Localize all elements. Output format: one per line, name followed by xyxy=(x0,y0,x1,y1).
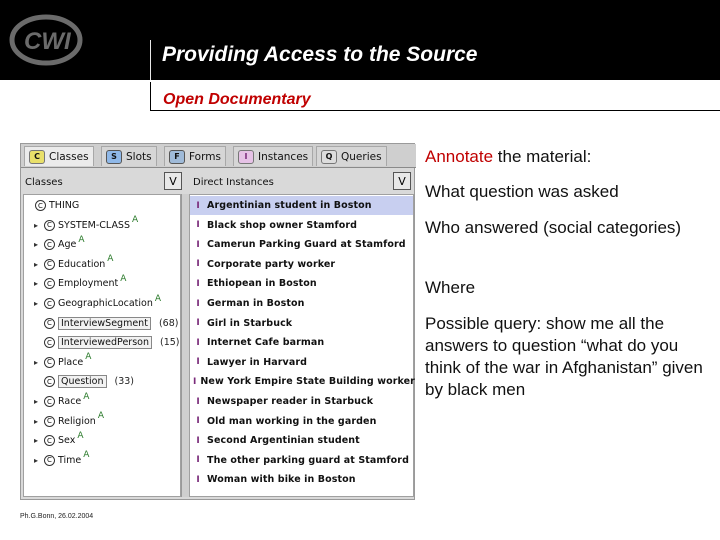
tab-label: Instances xyxy=(258,150,309,163)
abstract-flag: A xyxy=(107,254,114,265)
instance-row[interactable] xyxy=(190,353,413,372)
instance-label: Newspaper reader in Starbuck xyxy=(207,396,374,407)
abstract-flag: A xyxy=(77,430,84,441)
instance-icon: I xyxy=(196,220,200,231)
instance-icon: I xyxy=(196,278,200,289)
annotate-heading xyxy=(425,146,715,168)
expand-arrow-icon[interactable]: ▸ xyxy=(34,259,39,269)
instance-label: Lawyer in Harvard xyxy=(207,356,308,368)
class-label: THING xyxy=(49,200,80,211)
instance-icon: I xyxy=(196,416,200,427)
instance-row[interactable] xyxy=(190,431,413,450)
expand-arrow-icon[interactable]: ▸ xyxy=(34,240,39,250)
tab-label: Queries xyxy=(341,150,382,163)
class-label: GeographicLocation xyxy=(58,298,153,309)
footer-credit: Ph.G.Bonn, 26.02.2004 xyxy=(20,513,94,520)
expand-arrow-icon[interactable]: ▸ xyxy=(34,220,39,230)
abstract-flag: A xyxy=(78,234,85,245)
page-subtitle: Open Documentary xyxy=(163,91,311,108)
expand-arrow-icon[interactable]: ▸ xyxy=(34,436,39,446)
class-icon: C xyxy=(35,200,46,211)
instance-row[interactable] xyxy=(190,216,413,235)
classes-tab-icon: C xyxy=(29,150,45,164)
title-divider xyxy=(150,40,151,80)
class-icon: C xyxy=(44,239,55,250)
abstract-flag: A xyxy=(85,352,92,363)
expand-arrow-icon[interactable]: ▸ xyxy=(34,455,39,465)
tab-label: Slots xyxy=(126,150,152,163)
class-label: Question xyxy=(58,375,107,388)
instance-row[interactable] xyxy=(190,235,413,254)
instance-row[interactable] xyxy=(190,451,413,470)
subtitle-divider xyxy=(150,82,151,110)
forms-tab-icon: F xyxy=(169,150,185,164)
abstract-flag: A xyxy=(154,293,162,304)
tab-classes[interactable] xyxy=(24,146,94,166)
instance-icon: I xyxy=(196,455,200,466)
tab-slots[interactable] xyxy=(101,146,157,166)
slots-tab-icon: S xyxy=(106,150,122,164)
cwi-logo-icon xyxy=(8,14,84,66)
instance-count: (33) xyxy=(114,376,135,388)
abstract-flag: A xyxy=(120,273,127,284)
note-question: What question was asked xyxy=(425,182,619,201)
class-tree-item[interactable] xyxy=(34,294,161,313)
instance-icon: I xyxy=(196,474,200,485)
instance-label: Argentinian student in Boston xyxy=(207,200,372,211)
instance-icon: I xyxy=(196,337,200,348)
class-label: Sex xyxy=(58,435,76,447)
abstract-flag: A xyxy=(83,391,90,402)
instance-label: Corporate party worker xyxy=(207,258,336,270)
annotate-word: Annotate xyxy=(425,147,494,166)
instance-label: Old man working in the garden xyxy=(207,415,377,427)
instance-label: Black shop owner Stamford xyxy=(207,219,358,231)
instance-count: (15) xyxy=(159,337,180,349)
instance-label: Girl in Starbuck xyxy=(207,317,293,329)
abstract-flag: A xyxy=(97,411,104,422)
class-label: Age xyxy=(58,239,77,251)
instance-label: The other parking guard at Stamford xyxy=(207,454,409,466)
classes-scrollbar[interactable] xyxy=(181,194,189,497)
class-tree-item[interactable] xyxy=(34,314,178,333)
class-label: Religion xyxy=(58,415,96,427)
class-icon: C xyxy=(44,318,55,329)
instances-list[interactable] xyxy=(189,194,414,497)
class-tree-item[interactable] xyxy=(34,392,89,411)
instance-row[interactable] xyxy=(190,294,413,313)
class-icon: C xyxy=(44,278,55,289)
instance-count: (68) xyxy=(158,317,179,329)
header-bar xyxy=(0,0,720,80)
instance-label: Woman with bike in Boston xyxy=(207,474,356,486)
logo-text: CWI xyxy=(24,28,71,55)
class-icon: C xyxy=(44,337,55,348)
class-tree-item[interactable] xyxy=(34,372,134,391)
class-label: Education xyxy=(58,258,106,270)
class-icon: C xyxy=(44,455,55,466)
class-icon: C xyxy=(44,416,55,427)
expand-arrow-icon[interactable]: ▸ xyxy=(34,279,39,289)
instance-row[interactable] xyxy=(190,392,413,411)
instance-icon: I xyxy=(196,298,200,309)
note-where: Where xyxy=(425,278,476,297)
tab-forms[interactable] xyxy=(164,146,226,166)
ontology-app-window xyxy=(20,143,415,500)
instance-icon: I xyxy=(196,239,200,250)
class-tree-item[interactable] xyxy=(34,274,126,293)
abstract-flag: A xyxy=(132,215,139,226)
class-label: InterviewedPerson xyxy=(58,336,152,349)
class-tree-item[interactable] xyxy=(34,333,180,352)
instance-icon: I xyxy=(196,318,200,329)
expand-arrow-icon[interactable]: ▸ xyxy=(34,416,39,426)
tab-queries[interactable] xyxy=(316,146,387,166)
instance-row[interactable] xyxy=(190,255,413,274)
instance-row[interactable] xyxy=(190,274,413,293)
instance-row[interactable] xyxy=(190,314,413,333)
instance-label: Ethiopean in Boston xyxy=(207,278,317,290)
class-tree-item[interactable] xyxy=(34,216,138,235)
instances-pane-header: Direct Instances xyxy=(193,176,274,188)
instance-icon: I xyxy=(196,396,200,407)
expand-arrow-icon[interactable]: ▸ xyxy=(34,397,39,406)
class-icon: C xyxy=(44,259,55,270)
class-tree-item[interactable] xyxy=(25,196,79,215)
instance-label: Second Argentinian student xyxy=(207,435,360,447)
class-icon: C xyxy=(44,435,55,446)
class-icon: C xyxy=(44,396,55,407)
class-tree-item[interactable] xyxy=(34,412,104,431)
instance-icon: I xyxy=(193,376,197,387)
class-label: SYSTEM-CLASS xyxy=(58,219,130,231)
class-tree-item[interactable] xyxy=(34,431,84,450)
class-icon: C xyxy=(44,298,55,309)
instance-label: German in Boston xyxy=(207,298,305,309)
abstract-flag: A xyxy=(83,450,90,461)
class-label: Time xyxy=(58,454,82,466)
instance-row[interactable] xyxy=(190,470,413,489)
class-tree-item[interactable] xyxy=(34,235,85,254)
page-title: Providing Access to the Source xyxy=(162,43,478,66)
class-label: Race xyxy=(58,396,82,407)
class-icon: C xyxy=(44,376,55,387)
class-label: Place xyxy=(58,356,84,368)
tab-instances[interactable] xyxy=(233,146,313,166)
instance-row[interactable] xyxy=(190,333,413,352)
tab-bar xyxy=(21,144,416,168)
instance-label: New York Empire State Building worker xyxy=(200,376,415,388)
class-label: Employment xyxy=(58,278,119,290)
note-who-answered: Who answered (social categories) xyxy=(425,218,682,237)
classes-pane-header: Classes xyxy=(25,176,63,188)
instance-label: Internet Cafe barman xyxy=(207,337,325,349)
instance-row[interactable] xyxy=(190,372,413,391)
subtitle-rule xyxy=(150,110,720,111)
instances-tab-icon: I xyxy=(238,150,254,164)
instance-icon: I xyxy=(196,259,200,270)
class-label: InterviewSegment xyxy=(58,317,151,330)
classes-tree[interactable] xyxy=(23,194,181,497)
tab-label: Forms xyxy=(189,150,221,163)
annotate-rest: the material: xyxy=(493,147,592,166)
expand-arrow-icon[interactable]: ▸ xyxy=(34,299,39,308)
note-possible-query: Possible query: show me all the answers to question “what do you think of the war in Afghanistan” given by black men xyxy=(425,314,703,399)
instance-icon: I xyxy=(196,357,200,368)
tab-label: Classes xyxy=(49,150,89,163)
classes-view-button[interactable]: V xyxy=(164,172,182,190)
class-tree-item[interactable] xyxy=(34,451,89,470)
class-icon: C xyxy=(44,357,55,368)
binoculars-icon: Q xyxy=(321,150,337,164)
instance-row[interactable] xyxy=(190,196,413,215)
instance-icon: I xyxy=(196,435,200,446)
class-tree-item[interactable] xyxy=(34,353,91,372)
instances-view-button[interactable]: V xyxy=(393,172,411,190)
class-tree-item[interactable] xyxy=(34,255,113,274)
instance-icon: I xyxy=(196,200,200,211)
instance-row[interactable] xyxy=(190,412,413,431)
expand-arrow-icon[interactable]: ▸ xyxy=(34,357,39,367)
instance-label: Camerun Parking Guard at Stamford xyxy=(207,239,406,251)
class-icon: C xyxy=(44,220,55,231)
